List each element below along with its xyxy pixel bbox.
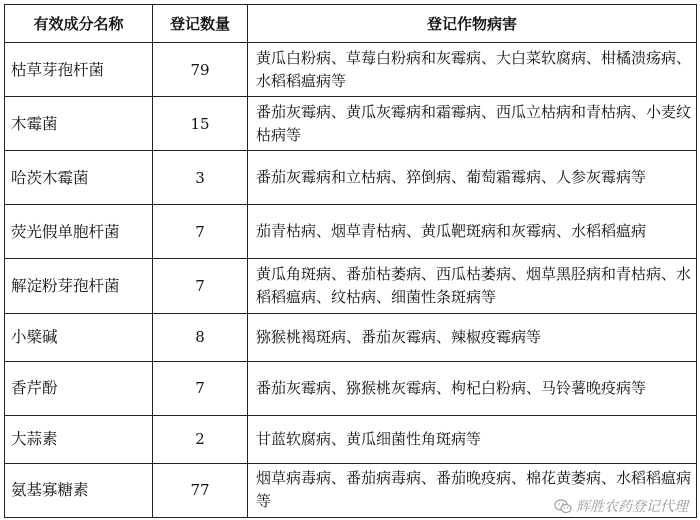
table-row	[5, 205, 697, 259]
ingredient-name: 木霉菌	[5, 97, 153, 151]
watermark-text: 辉胜农药登记代理	[576, 499, 688, 515]
registration-count: 2	[153, 415, 248, 463]
registration-count: 3	[153, 151, 248, 205]
ingredient-name: 香芹酚	[5, 361, 153, 415]
table-row	[5, 151, 697, 205]
ingredient-name: 荧光假单胞杆菌	[5, 205, 153, 259]
crop-diseases: 番茄灰霉病和立枯病、猝倒病、葡萄霜霉病、人参灰霉病等	[248, 151, 697, 205]
header-registration-count: 登记数量	[153, 5, 248, 43]
registration-table	[4, 4, 697, 518]
ingredient-name: 解淀粉芽孢杆菌	[5, 259, 153, 313]
table-row	[5, 97, 697, 151]
registration-count: 8	[153, 313, 248, 361]
ingredient-name: 小檗碱	[5, 313, 153, 361]
wechat-icon	[554, 499, 572, 514]
watermark	[552, 496, 690, 516]
crop-diseases: 猕猴桃褐斑病、番茄灰霉病、辣椒疫霉病等	[248, 313, 697, 361]
table-row	[5, 415, 697, 463]
ingredient-name: 大蒜素	[5, 415, 153, 463]
crop-diseases: 番茄灰霉病、猕猴桃灰霉病、枸杞白粉病、马铃薯晚疫病等	[248, 361, 697, 415]
ingredient-name: 哈茨木霉菌	[5, 151, 153, 205]
crop-diseases: 甘蓝软腐病、黄瓜细菌性角斑病等	[248, 415, 697, 463]
registration-table-container	[4, 4, 696, 518]
crop-diseases: 黄瓜白粉病、草莓白粉病和灰霉病、大白菜软腐病、柑橘溃疡病、水稻稻瘟病等	[248, 43, 697, 97]
registration-count: 7	[153, 361, 248, 415]
ingredient-name: 枯草芽孢杆菌	[5, 43, 153, 97]
registration-count: 79	[153, 43, 248, 97]
registration-count: 77	[153, 463, 248, 517]
registration-count: 7	[153, 205, 248, 259]
crop-diseases: 黄瓜角斑病、番茄枯萎病、西瓜枯萎病、烟草黑胫病和青枯病、水稻稻瘟病、纹枯病、细菌性条斑病等	[248, 259, 697, 313]
table-row	[5, 313, 697, 361]
crop-diseases: 番茄灰霉病、黄瓜灰霉病和霜霉病、西瓜立枯病和青枯病、小麦纹枯病等	[248, 97, 697, 151]
header-ingredient-name: 有效成分名称	[5, 5, 153, 43]
table-header-row	[5, 5, 697, 43]
registration-count: 7	[153, 259, 248, 313]
header-crop-diseases: 登记作物病害	[248, 5, 697, 43]
table-row	[5, 259, 697, 313]
crop-diseases: 茄青枯病、烟草青枯病、黄瓜靶斑病和灰霉病、水稻稻瘟病	[248, 205, 697, 259]
table-row	[5, 43, 697, 97]
ingredient-name: 氨基寡糖素	[5, 463, 153, 517]
table-row	[5, 361, 697, 415]
registration-count: 15	[153, 97, 248, 151]
crop-diseases: 烟草病毒病、番茄病毒病、番茄晚疫病、棉花黄萎病、水稻稻瘟病等	[248, 463, 697, 517]
